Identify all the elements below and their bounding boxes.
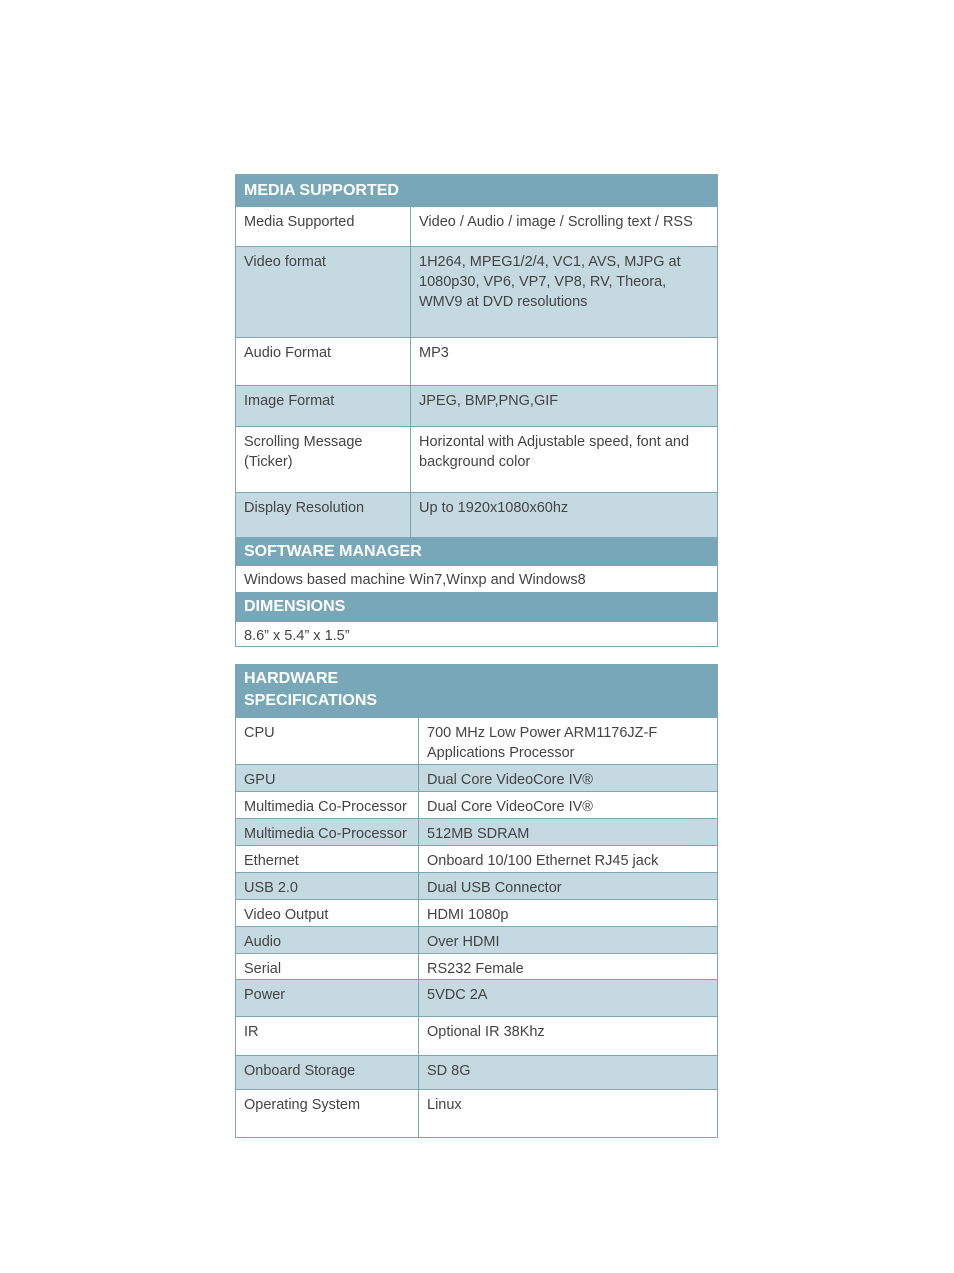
row-label: Audio Format (236, 338, 411, 385)
table-row (236, 953, 717, 979)
table-row (236, 206, 717, 246)
table-row (236, 337, 717, 385)
row-label: Serial (236, 954, 419, 979)
row-label: Audio (236, 927, 419, 953)
table-row (236, 764, 717, 791)
table-row (236, 492, 717, 537)
dimensions-text: 8.6” x 5.4” x 1.5” (244, 628, 350, 644)
dimensions-header: DIMENSIONS (236, 592, 717, 622)
row-label: Onboard Storage (236, 1056, 419, 1089)
row-label: Ethernet (236, 846, 419, 872)
table-row (236, 385, 717, 426)
row-value: RS232 Female (427, 961, 524, 977)
row-label: GPU (236, 765, 419, 791)
row-value: Dual Core VideoCore IV® (427, 799, 593, 815)
table-row (236, 899, 717, 926)
software-manager-header: SOFTWARE MANAGER (236, 537, 717, 566)
media-supported-table (235, 174, 718, 647)
row-value: Optional IR 38Khz (427, 1024, 545, 1040)
row-value: JPEG, BMP,PNG,GIF (419, 393, 559, 409)
table-row (236, 1089, 717, 1138)
row-value: Over HDMI (427, 934, 500, 950)
table-row (236, 1055, 717, 1089)
row-value: Video / Audio / image / Scrolling text / RSS (419, 214, 693, 230)
row-value: 700 MHz Low Power ARM1176JZ-F Applications Processor (427, 725, 658, 761)
row-label: Image Format (236, 386, 411, 426)
row-label: Display Resolution (236, 493, 411, 537)
row-label: CPU (236, 718, 419, 764)
row-label: Video format (236, 247, 411, 337)
row-label: Video Output (236, 900, 419, 926)
hardware-header (236, 665, 717, 717)
table-row (236, 979, 717, 1016)
table-row (236, 845, 717, 872)
table-row (236, 926, 717, 953)
row-value: HDMI 1080p (427, 907, 509, 923)
media-supported-header: MEDIA SUPPORTED (236, 175, 717, 206)
row-label: Media Supported (236, 207, 411, 246)
table-row (236, 791, 717, 818)
row-value: 1H264, MPEG1/2/4, VC1, AVS, MJPG at 1080p30, VP6, VP7, VP8, RV, Theora, WMV9 at DVD resolutions (419, 254, 681, 310)
row-value: Horizontal with Adjustable speed, font and background color (419, 434, 690, 470)
row-value: 512MB SDRAM (427, 826, 530, 842)
row-value: 5VDC 2A (427, 987, 488, 1003)
software-manager-text: Windows based machine Win7,Winxp and Windows8 (244, 572, 586, 588)
row-value: Linux (427, 1097, 462, 1113)
row-label: IR (236, 1017, 419, 1055)
table-row (236, 1016, 717, 1055)
row-value: Onboard 10/100 Ethernet RJ45 jack (427, 853, 659, 869)
row-value: SD 8G (427, 1063, 471, 1079)
row-value: Dual USB Connector (427, 880, 562, 896)
hardware-header-line1: HARDWARE (244, 670, 339, 687)
row-label: Operating System (236, 1090, 419, 1138)
row-label: Power (236, 980, 419, 1016)
row-value: Up to 1920x1080x60hz (419, 500, 569, 516)
hardware-specifications-table (235, 664, 718, 1138)
table-row (236, 818, 717, 845)
table-row (236, 872, 717, 899)
row-label: Multimedia Co-Processor (236, 819, 419, 845)
row-value: MP3 (419, 345, 449, 361)
table-row (236, 246, 717, 337)
row-label: Multimedia Co-Processor (236, 792, 419, 818)
row-label: Scrolling Message (Ticker) (236, 427, 411, 492)
table-row (236, 717, 717, 764)
hardware-header-line2: SPECIFICATIONS (244, 692, 378, 709)
row-value: Dual Core VideoCore IV® (427, 772, 593, 788)
table-row (236, 426, 717, 492)
row-label: USB 2.0 (236, 873, 419, 899)
